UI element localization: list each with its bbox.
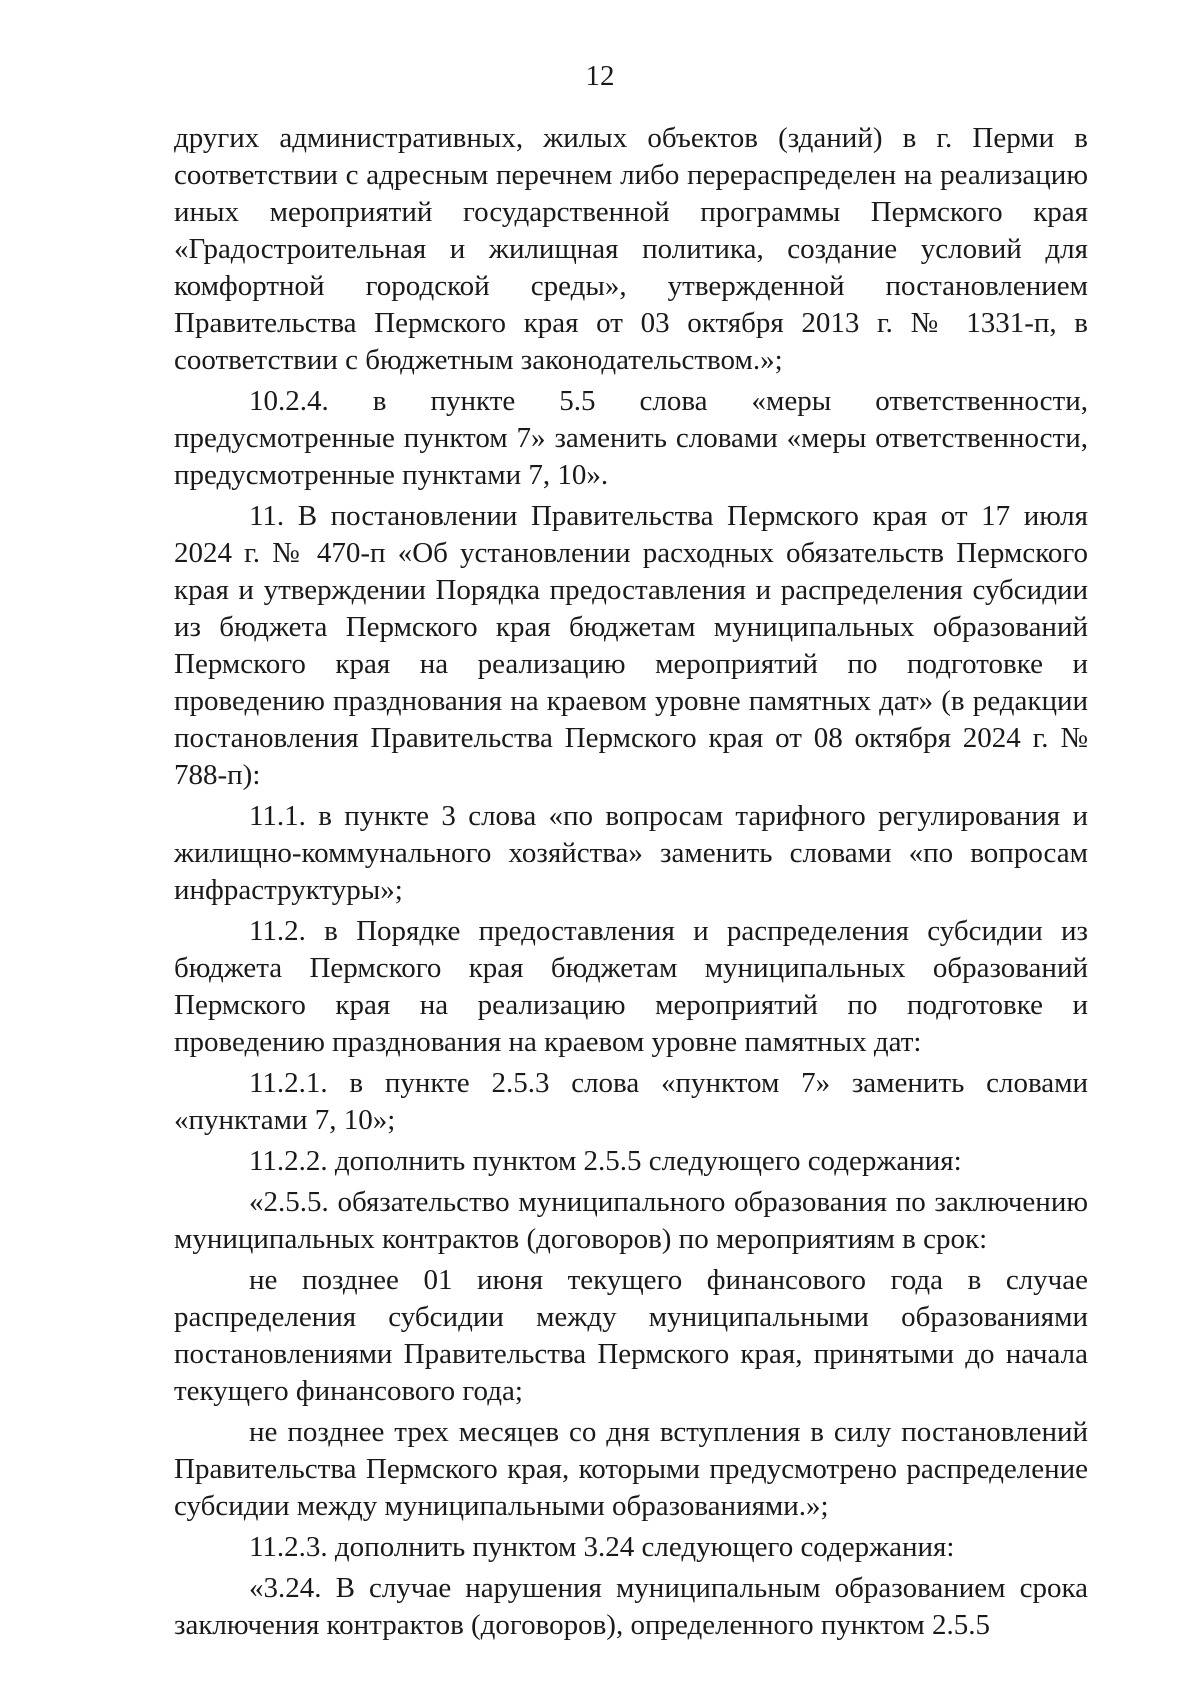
paragraph-continuation: других административных, жилых объектов (зданий) в г. Перми в соответствии с адресным перечнем либо перераспределен на реализацию иных мероприятий государственной программы Пермского края «Градостроительная и жилищная политика, создание условий для комфортной городской среды», утвержденной постановлением Правительства Пермского края от 03 октября 2013 г. № 1331-п, в соответствии с бюджетным законодательством.»; — [174, 122, 1088, 376]
paragraph-3-24: «3.24. В случае нарушения муниципальным образованием срока заключения контрактов (договоров), определенного пунктом 2.5.5 — [174, 1572, 1088, 1641]
page-number: 12 — [585, 60, 615, 92]
paragraph-deadline-june: не позднее 01 июня текущего финансового года в случае распределения субсидии между муниципальными образованиями постановлениями Правительства Пермского края, принятыми до начала текущего финансового года; — [174, 1264, 1088, 1407]
paragraph-11-2-3: 11.2.3. дополнить пунктом 3.24 следующего содержания: — [249, 1531, 955, 1563]
paragraph-11: 11. В постановлении Правительства Пермского края от 17 июля 2024 г. № 470-п «Об установлении расходных обязательств Пермского края и утверждении Порядка предоставления и распределения субсидии из бюджета Пермского края бюджетам муниципальных образований Пермского края на реализацию мероприятий по подготовке и проведению празднования на краевом уровне памятных дат» (в редакции постановления Правительства Пермского края от 08 октября 2024 г. № 788-п): — [174, 500, 1088, 791]
paragraph-11-1: 11.1. в пункте 3 слова «по вопросам тарифного регулирования и жилищно-коммунального хозяйства» заменить словами «по вопросам инфраструктуры»; — [174, 800, 1088, 906]
paragraph-11-2-1: 11.2.1. в пункте 2.5.3 слова «пунктом 7» заменить словами «пунктами 7, 10»; — [174, 1067, 1088, 1136]
paragraph-2-5-5: «2.5.5. обязательство муниципального образования по заключению муниципальных контрактов (договоров) по мероприятиям в срок: — [174, 1186, 1088, 1255]
paragraph-deadline-three-months: не позднее трех месяцев со дня вступления в силу постановлений Правительства Пермского края, которыми предусмотрено распределение субсидии между муниципальными образованиями.»; — [174, 1416, 1088, 1522]
paragraph-11-2: 11.2. в Порядке предоставления и распределения субсидии из бюджета Пермского края бюджетам муниципальных образований Пермского края на реализацию мероприятий по подготовке и проведению празднования на краевом уровне памятных дат: — [174, 915, 1088, 1058]
document-body — [174, 120, 1088, 1644]
paragraph-11-2-2: 11.2.2. дополнить пунктом 2.5.5 следующего содержания: — [249, 1145, 962, 1177]
paragraph-10-2-4: 10.2.4. в пункте 5.5 слова «меры ответственности, предусмотренные пунктом 7» заменить словами «меры ответственности, предусмотренные пунктами 7, 10». — [174, 385, 1088, 491]
